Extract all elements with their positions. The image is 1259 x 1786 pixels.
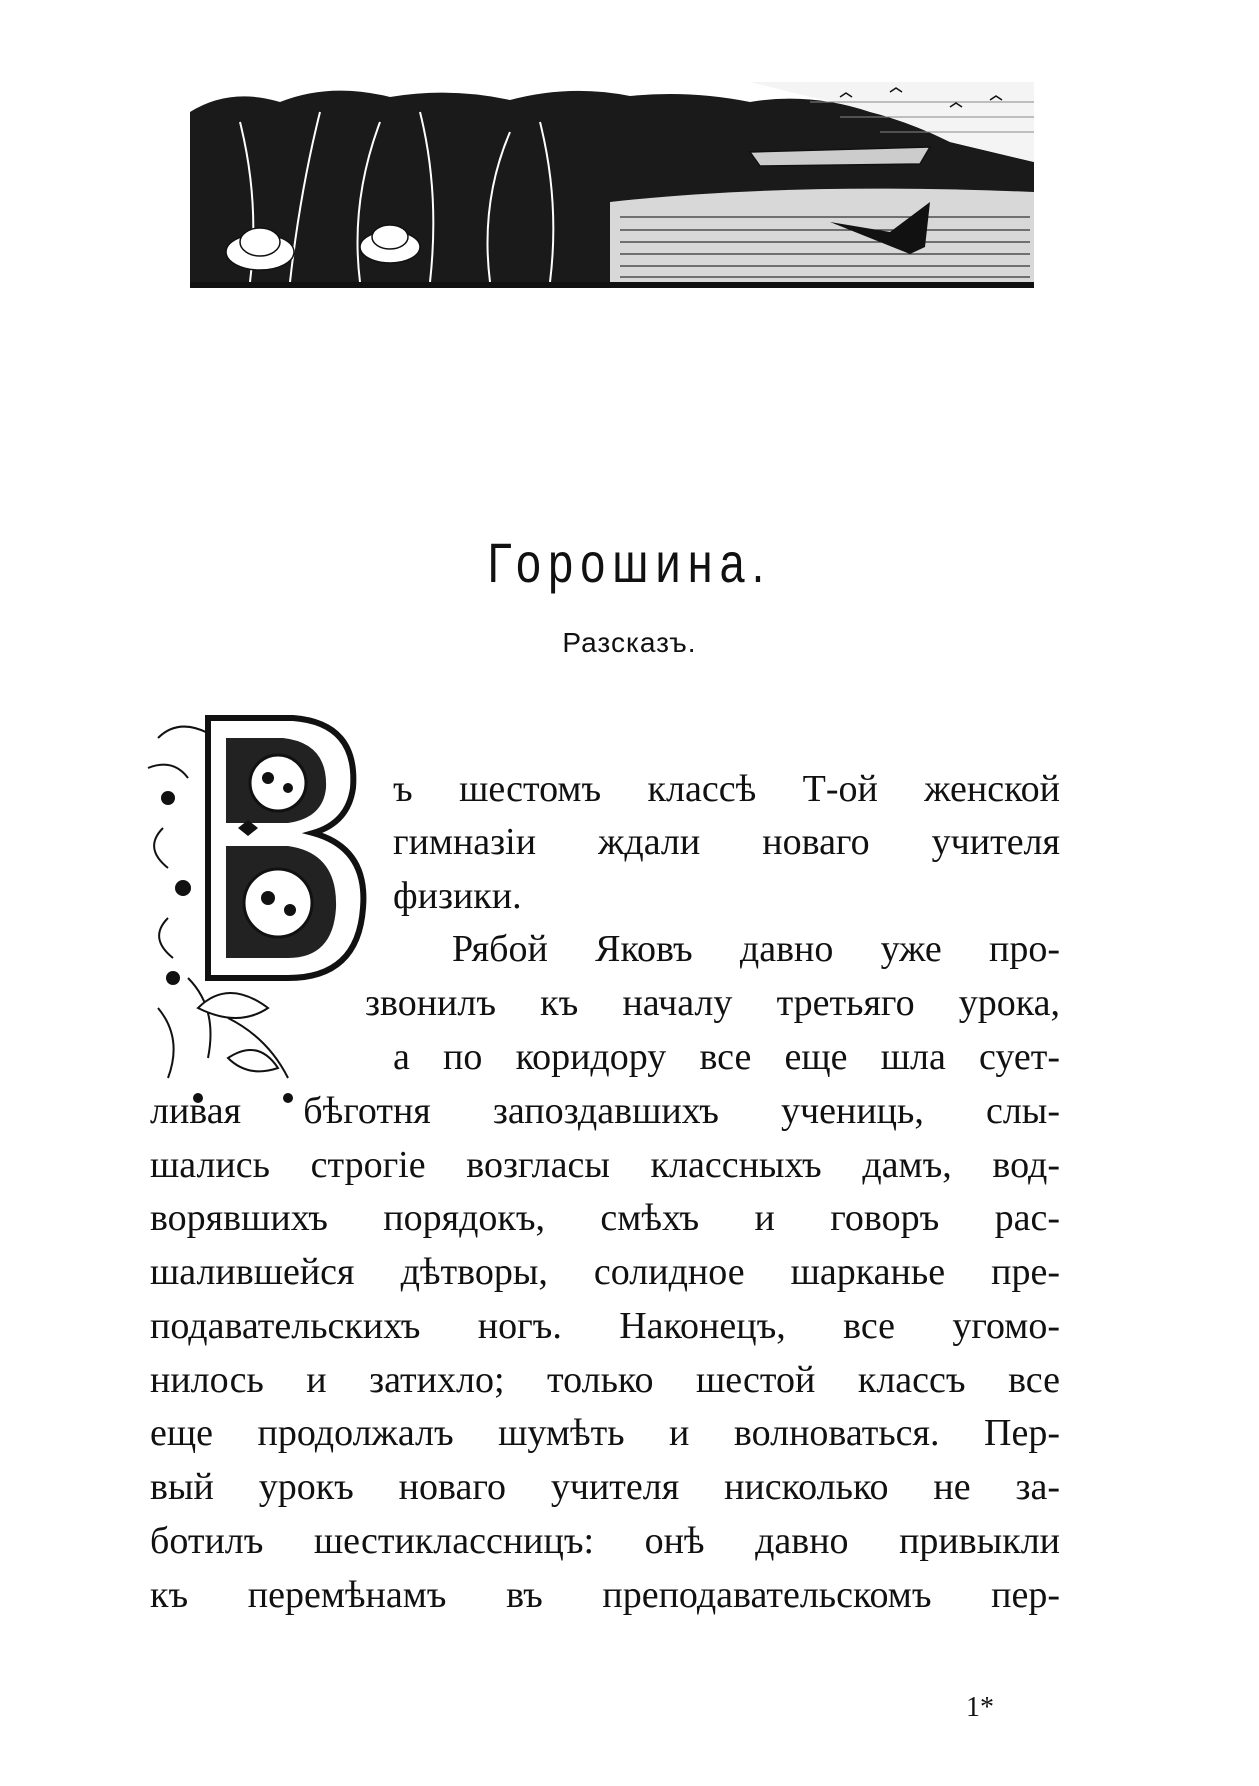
text-line: вый урокъ новаго учителя нисколько не за- [150,1466,1060,1508]
page-number: 1* [966,1692,994,1723]
text-line: еще продолжалъ шумѣть и волноваться. Пер- [150,1412,1060,1454]
text-line: ливая бѣготня запоздавшихъ учениць, слы- [150,1090,1060,1132]
text-line: а по коридору все еще шла сует- [393,1036,1060,1078]
text-line: ъ шестомъ классѣ Т-ой женской [393,768,1060,810]
text-line: нилось и затихло; только шестой классъ все [150,1359,1060,1401]
text-line: звонилъ къ началу третьяго урока, [365,982,1060,1024]
headpiece-engraving [190,82,1034,292]
text-line: подавательскихъ ногъ. Наконецъ, все угомо- [150,1305,1060,1347]
text-line: гимназіи ждали новаго учителя [393,821,1060,863]
text-line: ворявшихъ порядокъ, смѣхъ и говоръ рас- [150,1197,1060,1239]
text-line: шались строгіе возгласы классныхъ дамъ, вод- [150,1144,1060,1186]
text-line: Рябой Яковъ давно уже про- [452,928,1060,970]
text-line: физики. [393,875,522,917]
text-line: ботилъ шестиклассницъ: онѣ давно привыкли [150,1520,1060,1562]
text-line: къ перемѣнамъ въ преподавательскомъ пер- [150,1574,1060,1616]
story-title: Горошина. [487,531,772,594]
story-subtitle: Разсказъ. [562,627,697,658]
text-line: шалившейся дѣтворы, солидное шарканье пре- [150,1251,1060,1293]
ornamental-drop-cap [128,678,388,1118]
